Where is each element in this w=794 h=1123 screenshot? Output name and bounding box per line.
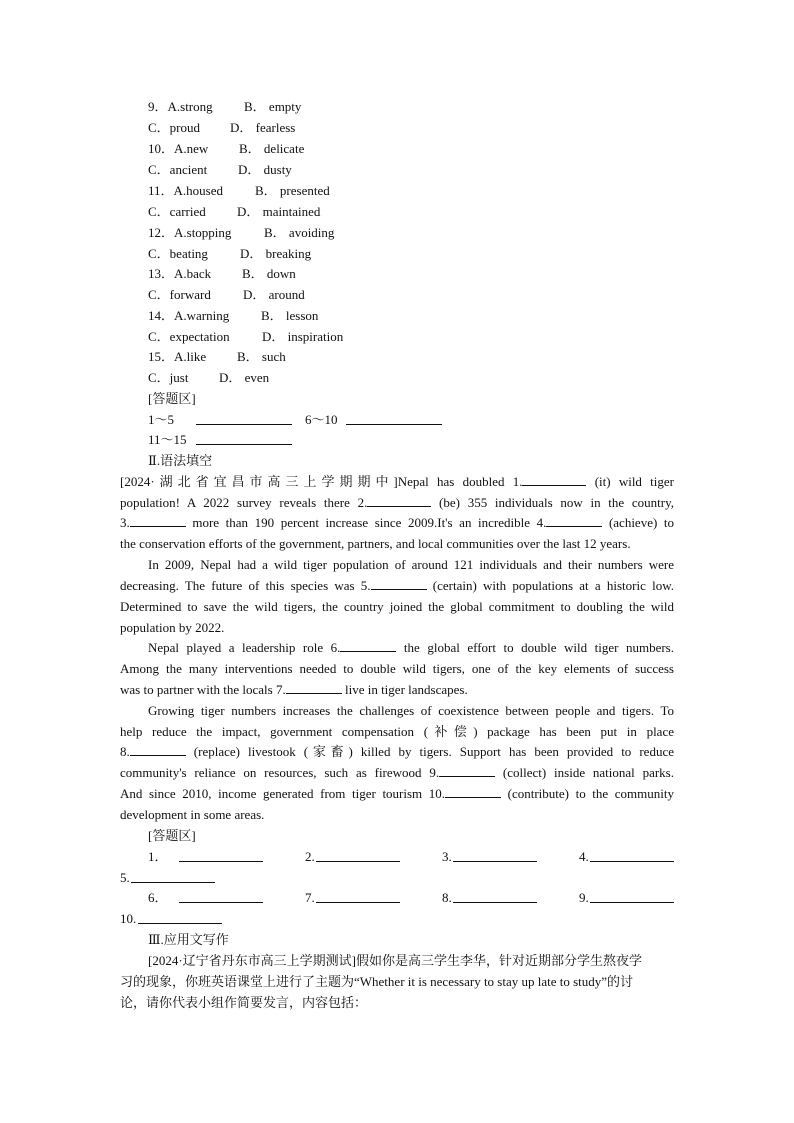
- paragraph-line: And since 2010, income generated from tiger tourism 10. (contribute) to the community: [120, 786, 674, 801]
- option-b: B． down: [242, 266, 296, 281]
- fill-blank-1[interactable]: [522, 473, 586, 486]
- paragraph-line: [2024·湖北省宜昌市高三上学期期中]Nepal has doubled 1. (it) wild tiger: [120, 474, 674, 489]
- answer-area-label: [答题区]: [148, 391, 196, 406]
- fill-blank-5[interactable]: [371, 577, 427, 590]
- option-d: D． fearless: [230, 120, 296, 135]
- fill-blank-7[interactable]: [286, 681, 342, 694]
- choice-12-row1: [148, 224, 335, 242]
- choice-12-row2: [148, 245, 312, 263]
- fill-blank-3[interactable]: [130, 514, 186, 527]
- choice-11-row2: [148, 203, 321, 221]
- answer-num: 3.: [442, 849, 452, 864]
- answer-num: 10.: [120, 911, 137, 926]
- paragraph-line: population! A 2022 survey reveals there 2. (be) 355 individuals now in the country,: [120, 495, 675, 510]
- option-a: 12．A.stopping: [148, 225, 232, 240]
- paragraph-line: decreasing. The future of this species was 5. (certain) with populations at a historic low.: [120, 578, 674, 593]
- option-b: B． lesson: [261, 308, 319, 323]
- section-heading: Ⅱ.语法填空: [148, 453, 213, 468]
- answer-blank-9[interactable]: [590, 890, 674, 903]
- choice-10-row1: [148, 140, 305, 158]
- option-c: C．carried: [148, 204, 206, 219]
- paragraph-line: 3. more than 190 percent increase since 2009.It's an incredible 4. (achieve) to: [120, 515, 674, 530]
- answer-blank-10[interactable]: [138, 911, 222, 924]
- option-b: B． such: [237, 349, 286, 364]
- option-d: D． even: [219, 370, 270, 385]
- answer-num: 9.: [579, 890, 589, 905]
- option-b: B． empty: [244, 99, 302, 114]
- option-a: 15．A.like: [148, 349, 207, 364]
- fill-blank-2[interactable]: [367, 494, 431, 507]
- option-a: 13．A.back: [148, 266, 212, 281]
- choice-11-row1: [148, 182, 330, 200]
- choice-10-row2: [148, 161, 292, 179]
- option-a: 10．A.new: [148, 141, 209, 156]
- answer-blank-2[interactable]: [316, 849, 400, 862]
- paragraph-line: Nepal played a leadership role 6. the global effort to double wild tiger numbers.: [148, 640, 674, 655]
- choice-15-row2: [148, 369, 270, 387]
- option-d: D． maintained: [237, 204, 321, 219]
- paragraph-line: Among the many interventions needed to double wild tigers, one of the key elements of success: [120, 661, 674, 676]
- answer-blank-1[interactable]: [179, 849, 263, 862]
- answer-blank-4[interactable]: [590, 849, 674, 862]
- option-d: D． breaking: [240, 246, 312, 261]
- option-d: D． around: [243, 287, 305, 302]
- option-c: C．forward: [148, 287, 211, 302]
- answer-blank-3[interactable]: [453, 849, 537, 862]
- option-d: D． dusty: [238, 162, 292, 177]
- answer-num: 5.: [120, 870, 130, 885]
- paragraph-line: population by 2022.: [120, 620, 225, 635]
- option-c: C．expectation: [148, 329, 230, 344]
- answer-num: 1．: [148, 849, 168, 864]
- paragraph-line: development in some areas.: [120, 807, 265, 822]
- option-a: 14．A.warning: [148, 308, 230, 323]
- fill-blank-9[interactable]: [439, 764, 495, 777]
- answer-num: 6．: [148, 890, 168, 905]
- fill-blank-8[interactable]: [130, 743, 186, 756]
- answer-row-1-5: [148, 411, 174, 429]
- answer-blank-5[interactable]: [131, 870, 215, 883]
- answer-blank-8[interactable]: [453, 890, 537, 903]
- option-d: D． inspiration: [262, 329, 344, 344]
- choice-9-row2: [148, 119, 296, 137]
- paragraph-line: In 2009, Nepal had a wild tiger population of around 121 individuals and their numbers were: [148, 557, 674, 572]
- answer-blank-6-10[interactable]: [346, 412, 442, 425]
- paragraph-line: 习的现象，你班英语课堂上进行了主题为“Whether it is necessary to stay up late to study”的讨: [120, 974, 634, 989]
- answer-blank-6[interactable]: [179, 890, 263, 903]
- fill-blank-6[interactable]: [340, 639, 396, 652]
- answer-range-label: 6～10: [305, 412, 338, 427]
- choice-15-row1: [148, 348, 286, 366]
- section-heading: Ⅲ.应用文写作: [148, 932, 229, 947]
- paragraph-line: Determined to save the wild tigers, the country joined the global commitment to doubling the wild: [120, 599, 674, 614]
- option-c: C．just: [148, 370, 189, 385]
- fill-blank-10[interactable]: [445, 785, 501, 798]
- choice-13-row2: [148, 286, 305, 304]
- answer-blank-7[interactable]: [316, 890, 400, 903]
- option-c: C．ancient: [148, 162, 208, 177]
- choice-14-row2: [148, 328, 344, 346]
- paragraph-line: [2024·辽宁省丹东市高三上学期测试]假如你是高三学生李华，针对近期部分学生熬夜学: [148, 953, 642, 968]
- paragraph-line: the conservation efforts of the government, partners, and local communities over the last 12 years.: [120, 536, 631, 551]
- choice-13-row1: [148, 265, 296, 283]
- answer-blank-11-15[interactable]: [196, 432, 292, 445]
- paragraph-line: Growing tiger numbers increases the challenges of coexistence between people and tigers. To: [148, 703, 674, 718]
- option-b: B． avoiding: [264, 225, 335, 240]
- paragraph-line: was to partner with the locals 7. live in tiger landscapes.: [120, 682, 468, 697]
- answer-num: 7.: [305, 890, 315, 905]
- paragraph-line: community's reliance on resources, such as firewood 9. (collect) inside national parks.: [120, 765, 674, 780]
- answer-range-label: 11～15: [148, 432, 187, 447]
- choice-9-row1: [148, 98, 302, 116]
- answer-num: 8.: [442, 890, 452, 905]
- paragraph-line: help reduce the impact, government compensation (补偿) package has been put in place: [120, 724, 674, 739]
- option-c: C．beating: [148, 246, 208, 261]
- choice-14-row1: [148, 307, 319, 325]
- option-a: 9．A.strong: [148, 99, 213, 114]
- option-c: C．proud: [148, 120, 201, 135]
- paragraph-line: 论，请你代表小组作简要发言，内容包括：: [120, 995, 368, 1010]
- option-b: B． delicate: [239, 141, 305, 156]
- paragraph-line: 8. (replace) livestook (家畜) killed by tigers. Support has been provided to reduce: [120, 744, 674, 759]
- answer-num: 4.: [579, 849, 589, 864]
- answer-range-label: 1～5: [148, 412, 175, 427]
- option-b: B． presented: [255, 183, 330, 198]
- option-a: 11．A.housed: [148, 183, 223, 198]
- answer-num: 2.: [305, 849, 315, 864]
- fill-blank-4[interactable]: [546, 514, 602, 527]
- answer-area-label: [答题区]: [148, 828, 196, 843]
- answer-blank-1-5[interactable]: [196, 412, 292, 425]
